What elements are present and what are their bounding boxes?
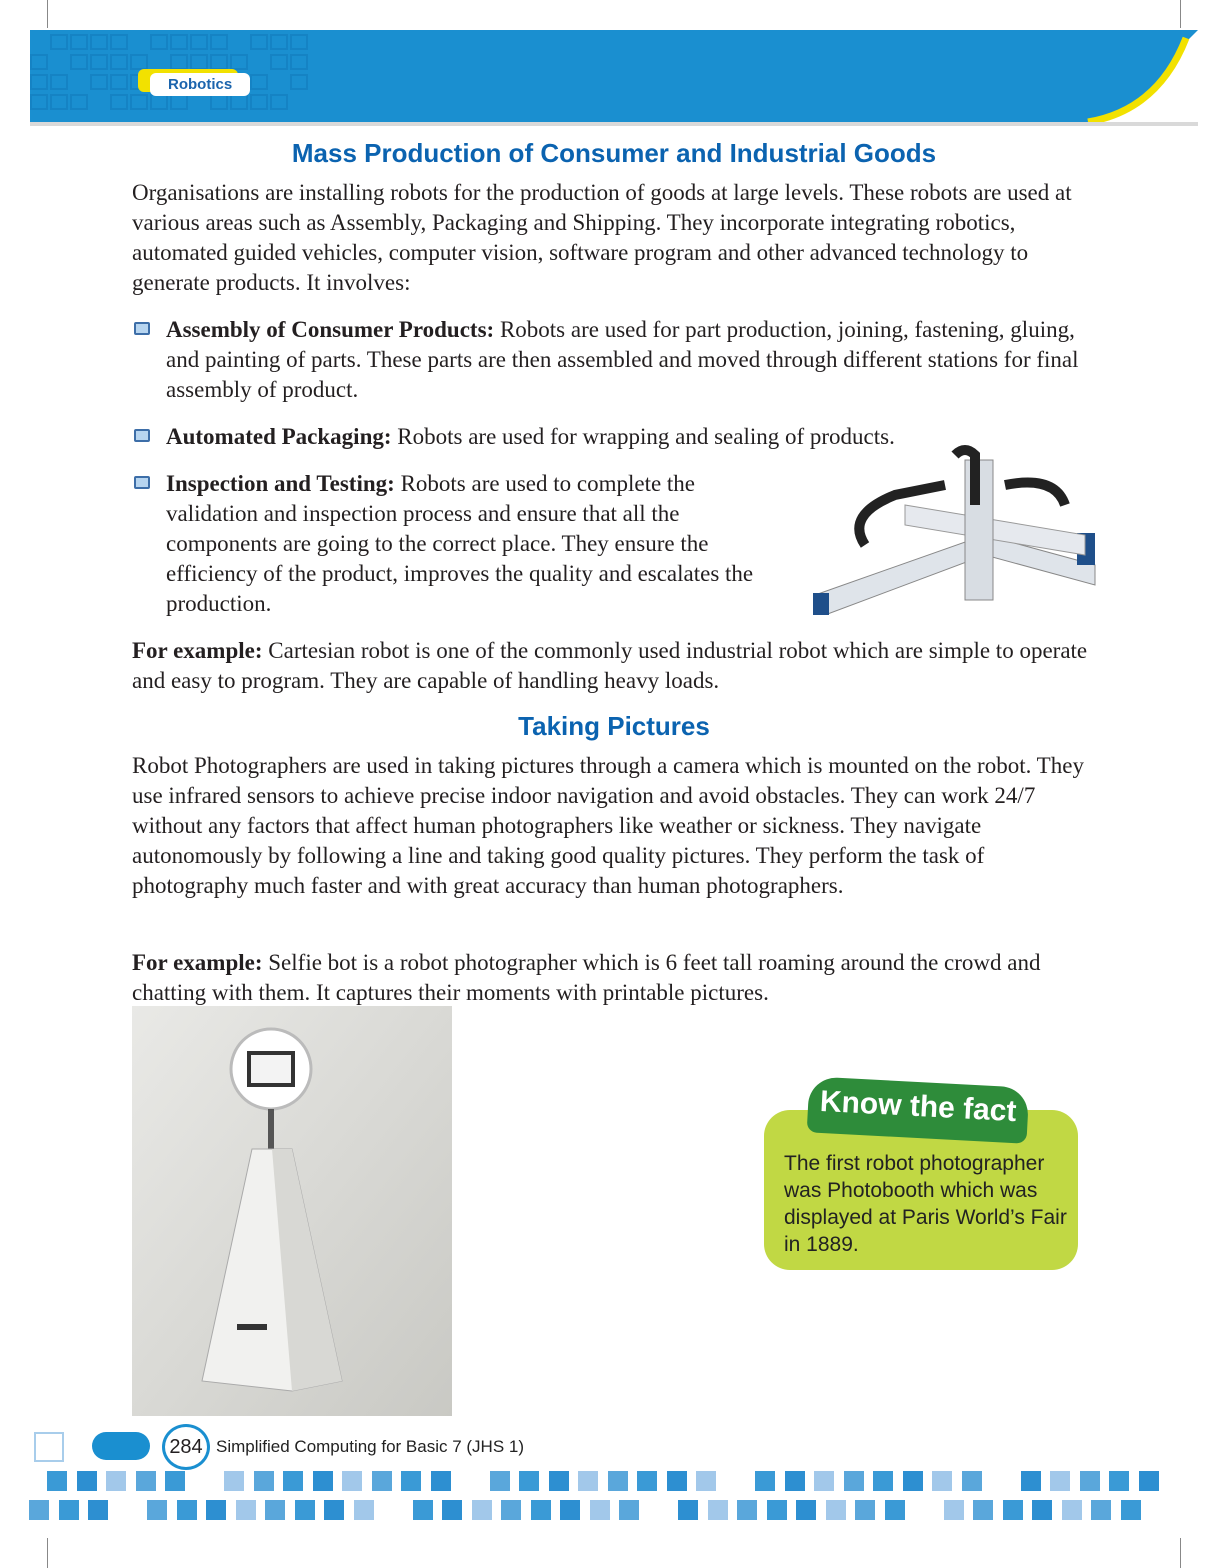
crop-mark xyxy=(47,1538,48,1568)
footer-square xyxy=(47,1471,67,1491)
cartesian-robot-image xyxy=(805,445,1100,615)
example-selfie-bot xyxy=(132,948,1102,1008)
banner-square xyxy=(90,74,108,90)
footer-square xyxy=(619,1500,639,1520)
banner-square xyxy=(70,94,88,110)
footer-square xyxy=(637,1471,657,1491)
footer-square xyxy=(785,1471,805,1491)
banner-square xyxy=(50,74,68,90)
bullet-term: Automated Packaging: xyxy=(166,424,392,449)
footer-square xyxy=(177,1500,197,1520)
footer-square xyxy=(501,1500,521,1520)
crop-mark xyxy=(1180,0,1181,28)
banner-square xyxy=(270,34,288,50)
footer-square xyxy=(1109,1471,1129,1491)
banner-square xyxy=(90,54,108,70)
footer-square xyxy=(1021,1471,1041,1491)
footer-square xyxy=(1032,1500,1052,1520)
footer-square xyxy=(1050,1471,1070,1491)
footer-square xyxy=(295,1500,315,1520)
banner-square xyxy=(150,94,168,110)
banner-square xyxy=(70,54,88,70)
banner-square xyxy=(290,54,308,70)
footer-square xyxy=(755,1471,775,1491)
banner-square xyxy=(70,34,88,50)
footer-square xyxy=(549,1471,569,1491)
bullet-term: Assembly of Consumer Products: xyxy=(166,317,495,342)
banner-square xyxy=(270,94,288,110)
footer-square xyxy=(519,1471,539,1491)
footer-square xyxy=(903,1471,923,1491)
banner-square xyxy=(230,54,248,70)
footer-square xyxy=(708,1500,728,1520)
footer-square xyxy=(29,1500,49,1520)
footer-square xyxy=(855,1500,875,1520)
monitor-bullet-icon xyxy=(134,322,150,335)
footer-square xyxy=(560,1500,580,1520)
banner-square xyxy=(110,94,128,110)
banner-square xyxy=(30,94,48,110)
bullet-text: Robots are used for wrapping and sealing of products. xyxy=(391,424,895,449)
section-tag: Robotics xyxy=(150,73,250,96)
banner-square xyxy=(290,74,308,90)
footer-square xyxy=(431,1471,451,1491)
bullet-text: Robots are used to complete the validation and inspection process and ensure that all the components are going to the correct place. They ensure the efficiency of the product, improves the quality and escalates the production. xyxy=(166,471,754,616)
footer-square xyxy=(578,1471,598,1491)
banner-square xyxy=(190,34,208,50)
footer-square xyxy=(873,1471,893,1491)
footer-square xyxy=(34,1432,64,1462)
example-label: For example: xyxy=(132,638,263,663)
footer-square xyxy=(1062,1500,1082,1520)
bullet-assembly xyxy=(166,315,1101,405)
footer-square xyxy=(932,1471,952,1491)
banner-square xyxy=(190,54,208,70)
banner-square xyxy=(110,54,128,70)
banner-square xyxy=(170,54,188,70)
page-number: 284 xyxy=(162,1424,210,1470)
fact-text: The first robot photographer was Photobooth which was displayed at Paris World’s Fair in 1889. xyxy=(784,1152,1067,1256)
banner-square xyxy=(210,54,228,70)
monitor-bullet-icon xyxy=(134,476,150,489)
banner-square xyxy=(250,34,268,50)
bullet-text: Robots are used for part production, joining, fastening, gluing, and painting of parts. These parts are then assembled and moved through different stations for final assembly of product. xyxy=(166,317,1079,402)
footer-toggle-decoration xyxy=(92,1432,150,1460)
footer-square xyxy=(413,1500,433,1520)
footer-square xyxy=(324,1500,344,1520)
paragraph-photographers: Robot Photographers are used in taking pictures through a camera which is mounted on the robot. They use infrared sensors to achieve precise indoor navigation and avoid obstacles. They can work 24/7 without any factors that affect human photographers like weather or sickness. They navigate autonomously by following a line and taking good quality pictures. They perform the task of photography much faster and with great accuracy than human photographers. xyxy=(132,753,1084,898)
monitor-bullet-icon xyxy=(134,429,150,442)
banner-square xyxy=(30,74,48,90)
footer-square xyxy=(472,1500,492,1520)
footer-square xyxy=(283,1471,303,1491)
heading-taking-pictures: Taking Pictures xyxy=(518,711,710,741)
footer-square xyxy=(844,1471,864,1491)
footer-square xyxy=(608,1471,628,1491)
footer-square xyxy=(678,1500,698,1520)
banner-square xyxy=(130,54,148,70)
footer-square xyxy=(313,1471,333,1491)
footer-square xyxy=(531,1500,551,1520)
footer-square xyxy=(944,1500,964,1520)
paragraph-intro: Organisations are installing robots for the production of goods at large levels. These robots are used at various areas such as Assembly, Packaging and Shipping. They incorporate integrating robotics, automated guided vehicles, computer vision, software program and other advanced technology to generate products. It involves: xyxy=(132,180,1072,295)
footer-square xyxy=(1080,1471,1100,1491)
footer-square xyxy=(1121,1500,1141,1520)
selfie-bot-image xyxy=(132,1006,452,1416)
banner-square xyxy=(230,94,248,110)
banner-square xyxy=(130,94,148,110)
footer-square xyxy=(224,1471,244,1491)
footer-square xyxy=(236,1500,256,1520)
banner-square xyxy=(210,94,228,110)
banner-square xyxy=(250,74,268,90)
crop-mark xyxy=(1180,1538,1181,1568)
footer-square xyxy=(442,1500,462,1520)
footer-square xyxy=(1139,1471,1159,1491)
banner-square xyxy=(110,34,128,50)
banner-square xyxy=(150,34,168,50)
footer-square xyxy=(136,1471,156,1491)
crop-mark xyxy=(47,0,48,28)
footer-square xyxy=(962,1471,982,1491)
example-text: Cartesian robot is one of the commonly used industrial robot which are simple to operate and easy to program. They are capable of handling heavy loads. xyxy=(132,638,1088,693)
footer-square xyxy=(354,1500,374,1520)
heading-mass-production: Mass Production of Consumer and Industrial Goods xyxy=(291,138,937,168)
footer-square xyxy=(490,1471,510,1491)
bullet-inspection xyxy=(166,469,786,619)
banner-square xyxy=(290,34,308,50)
footer-square xyxy=(1003,1500,1023,1520)
fact-title: Know the fact xyxy=(807,1076,1030,1143)
footer-square xyxy=(88,1500,108,1520)
footer-square xyxy=(106,1471,126,1491)
footer-square xyxy=(77,1471,97,1491)
banner-square xyxy=(90,34,108,50)
bullet-term: Inspection and Testing: xyxy=(166,471,395,496)
book-title: Simplified Computing for Basic 7 (JHS 1) xyxy=(216,1437,525,1456)
footer-square xyxy=(826,1500,846,1520)
footer-square xyxy=(165,1471,185,1491)
banner-square xyxy=(50,94,68,110)
banner-square xyxy=(130,74,148,90)
footer-square xyxy=(667,1471,687,1491)
footer-square xyxy=(206,1500,226,1520)
footer-square xyxy=(59,1500,79,1520)
example-label: For example: xyxy=(132,950,263,975)
banner-square xyxy=(270,54,288,70)
footer-square xyxy=(401,1471,421,1491)
footer-square xyxy=(254,1471,274,1491)
example-text: Selfie bot is a robot photographer which is 6 feet tall roaming around the crowd and chatting with them. It captures their moments with printable pictures. xyxy=(132,950,1041,1005)
banner-square xyxy=(30,54,48,70)
footer-square xyxy=(767,1500,787,1520)
header-divider xyxy=(30,122,1198,126)
footer-square xyxy=(590,1500,610,1520)
footer-square xyxy=(814,1471,834,1491)
footer-square xyxy=(696,1471,716,1491)
footer-square xyxy=(265,1500,285,1520)
footer-square xyxy=(885,1500,905,1520)
banner-square xyxy=(210,34,228,50)
footer-square xyxy=(737,1500,757,1520)
footer-square xyxy=(147,1500,167,1520)
banner-square xyxy=(250,94,268,110)
banner-square xyxy=(110,74,128,90)
footer-square xyxy=(1091,1500,1111,1520)
example-cartesian xyxy=(132,636,1102,696)
footer-square xyxy=(342,1471,362,1491)
footer-square xyxy=(372,1471,392,1491)
footer-square xyxy=(796,1500,816,1520)
banner-square xyxy=(170,94,188,110)
banner-square xyxy=(170,34,188,50)
banner-square xyxy=(50,34,68,50)
swoosh-decoration xyxy=(1058,30,1198,122)
footer-square xyxy=(973,1500,993,1520)
